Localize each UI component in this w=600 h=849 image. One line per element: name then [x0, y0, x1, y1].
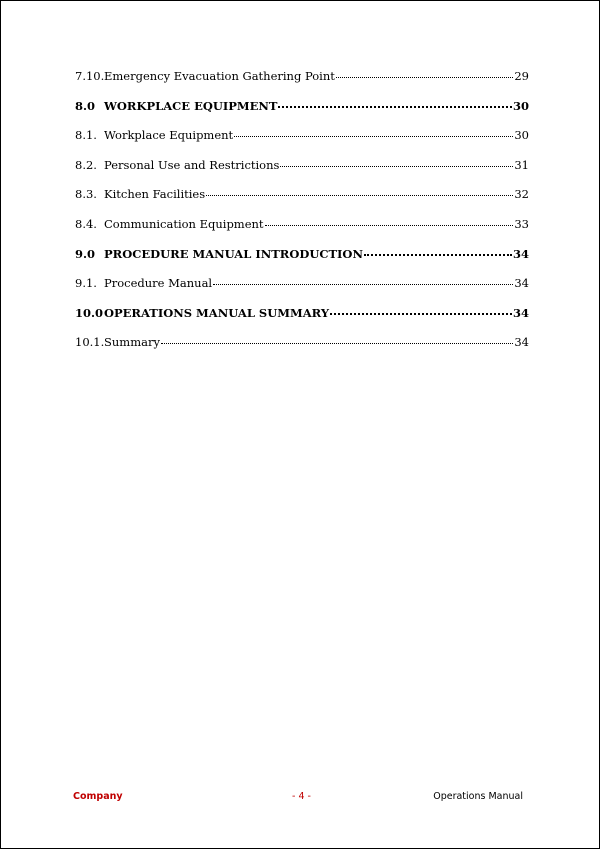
toc-entry[interactable]: [75, 305, 529, 338]
toc-entry-page: 29: [514, 69, 529, 83]
toc-entry-title: WORKPLACE EQUIPMENT: [104, 98, 278, 113]
toc-entry[interactable]: [75, 337, 529, 367]
toc-dot-leader: [206, 194, 513, 196]
toc-entry[interactable]: [75, 216, 529, 249]
toc-entry-number: 8.0: [75, 98, 96, 113]
toc-entry-title: Workplace Equipment: [104, 128, 234, 143]
toc-entry-title: Procedure Manual: [104, 276, 213, 291]
toc-entry-page: 30: [512, 98, 529, 113]
toc-entry[interactable]: [75, 98, 529, 131]
toc-entry-title: Emergency Evacuation Gathering Point: [104, 69, 335, 83]
toc-dot-leader: [161, 342, 513, 344]
toc-dot-leader: [336, 76, 513, 78]
footer-company: Company: [73, 791, 123, 802]
toc-entry[interactable]: [75, 130, 529, 160]
toc-entry[interactable]: [75, 157, 529, 190]
footer-document-title: Operations Manual: [433, 791, 523, 802]
toc-entry-page: 34: [514, 335, 529, 350]
toc-entry-title: Personal Use and Restrictions: [104, 157, 280, 172]
page-footer: [73, 791, 523, 805]
toc-entry-page: 34: [512, 246, 529, 261]
toc-entry-number: 10.0: [75, 305, 104, 320]
toc-entry-title: Communication Equipment: [104, 216, 264, 231]
toc-entry-number: 8.2.: [75, 157, 97, 172]
toc-entry-page: 31: [514, 157, 529, 172]
toc-dot-leader: [265, 224, 514, 226]
toc-entry[interactable]: [75, 278, 529, 308]
toc-entry-title: PROCEDURE MANUAL INTRODUCTION: [104, 246, 363, 261]
toc-dot-leader: [234, 135, 513, 137]
toc-entry-number: 8.4.: [75, 216, 97, 231]
toc-entry[interactable]: [75, 246, 529, 279]
toc-entry-number: 10.1.: [75, 335, 105, 350]
toc-dot-leader: [280, 165, 513, 167]
toc-entry-page: 33: [514, 216, 529, 231]
toc-entry-number: 7.10.: [75, 69, 105, 83]
toc-entry-title: Summary: [104, 335, 160, 350]
footer-page-number: - 4 -: [292, 791, 311, 802]
toc-entry-page: 34: [512, 305, 529, 320]
toc-entry-page: 34: [514, 276, 529, 291]
toc-entry-page: 30: [514, 128, 529, 143]
table-of-contents: [75, 71, 529, 367]
toc-entry[interactable]: [75, 189, 529, 219]
toc-entry-title: OPERATIONS MANUAL SUMMARY: [104, 305, 330, 320]
toc-dot-leader: [213, 283, 513, 285]
toc-dot-leader: [330, 312, 512, 315]
toc-entry-number: 8.3.: [75, 187, 97, 202]
toc-entry-number: 8.1.: [75, 128, 97, 143]
toc-entry-page: 32: [514, 187, 529, 202]
toc-entry-number: 9.1.: [75, 276, 97, 291]
toc-entry[interactable]: [75, 71, 529, 101]
toc-dot-leader: [364, 253, 512, 256]
toc-entry-title: Kitchen Facilities: [104, 187, 206, 202]
toc-dot-leader: [278, 105, 512, 108]
toc-entry-number: 9.0: [75, 246, 96, 261]
